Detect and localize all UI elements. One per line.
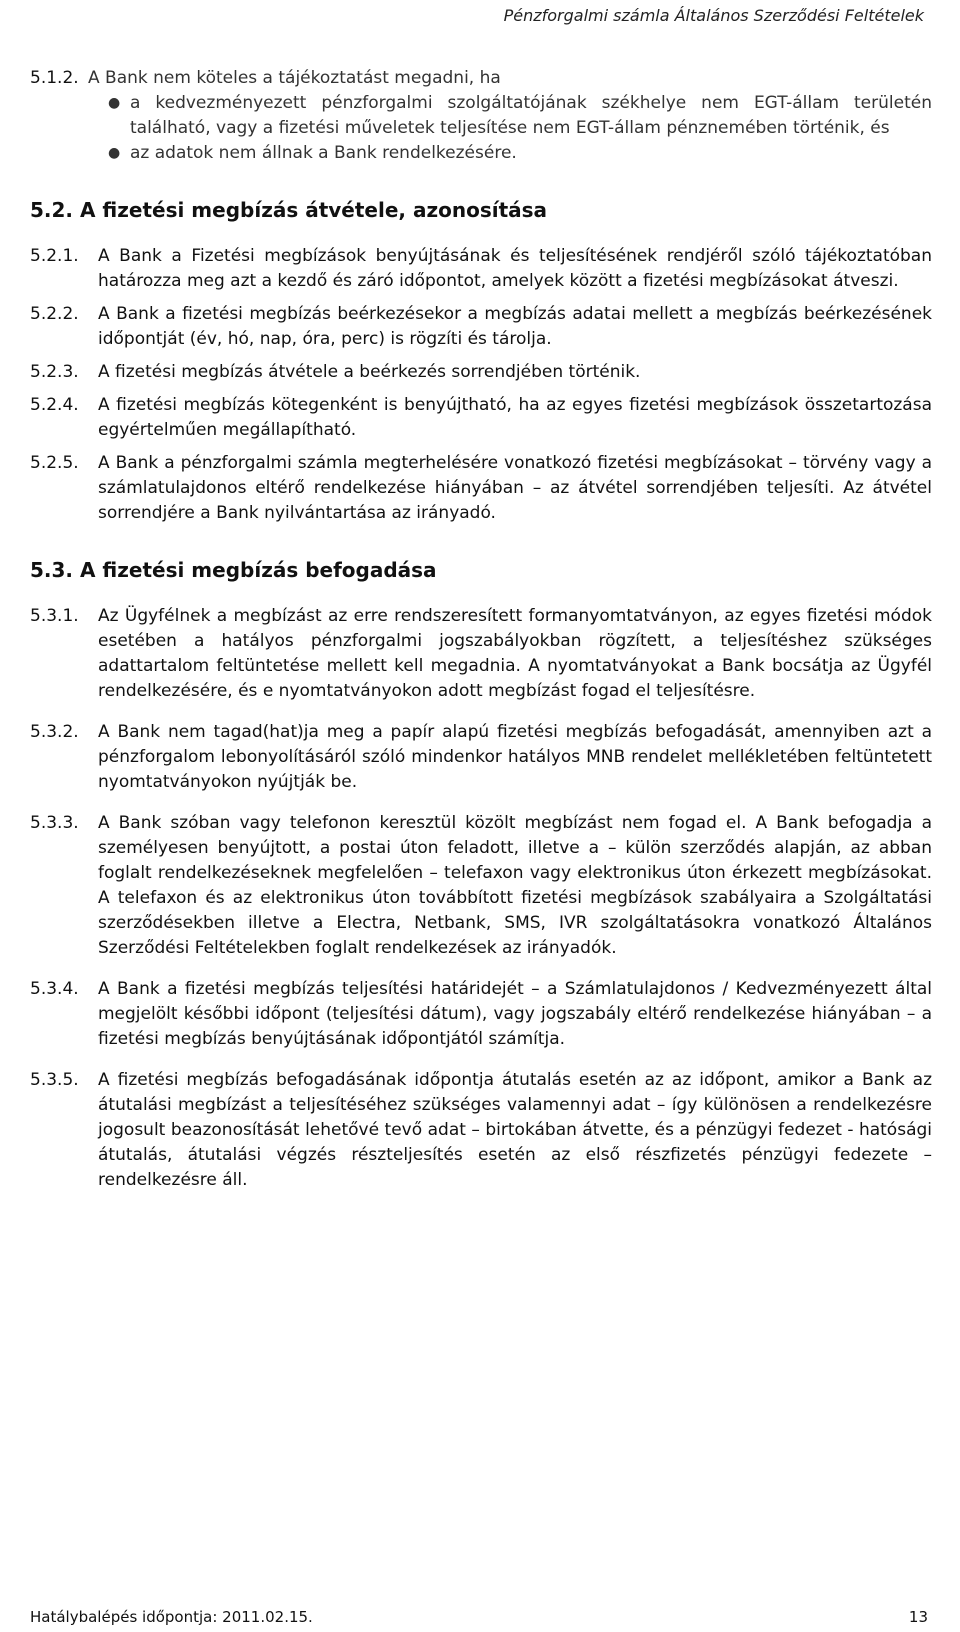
paragraph (30, 302, 932, 352)
paragraph-5-1-2 (30, 66, 932, 166)
paragraph-number: 5.3.1. (30, 606, 79, 626)
paragraph-text: A fizetési megbízás befogadásának időpontja átutalás esetén az az időpont, amikor a Bank az átutalási megbízást a teljesítéséhez szükséges valamennyi adat – így különösen a rendelkezésre jogosult beazonosítását lehetővé tevő adat – birtokában átvette, és a pénzügyi fedezet - hatósági átutalás, átutalási végzés részteljesítés esetén az első részfizetés pénzügyi fedezete – rendelkezésre áll. (98, 1070, 932, 1190)
document-footer (30, 1608, 928, 1626)
paragraph-text: A Bank a fizetési megbízás beérkezésekor a megbízás adatai mellett a megbízás beérkezésének időpontját (év, hó, nap, óra, perc) is rögzíti és tárolja. (98, 304, 932, 349)
paragraph-text: A Bank a Fizetési megbízások benyújtásának és teljesítésének rendjéről szóló tájékoztatóban határozza meg azt a kezdő és záró időpontot, amelyek között a fizetési megbízásokat átveszi. (98, 246, 932, 291)
paragraph-number: 5.2.5. (30, 453, 79, 473)
paragraph-number: 5.2.4. (30, 395, 79, 415)
paragraph (30, 604, 932, 704)
section-heading-5-3: 5.3. A fizetési megbízás befogadása (30, 558, 437, 582)
page-number: 13 (908, 1608, 928, 1626)
paragraph-text: A Bank a fizetési megbízás teljesítési határidejét – a Számlatulajdonos / Kedvezményezett által megjelölt későbbi időpont (teljesítési dátum), vagy jogszabály eltérő rendelkezése hiányában – a fizetési megbízás benyújtásának időpontjától számítja. (98, 979, 932, 1049)
document-header: Pénzforgalmi számla Általános Szerződési Feltételek (503, 6, 924, 25)
bullet-icon: ● (108, 95, 121, 111)
effective-date: Hatálybalépés időpontja: 2011.02.15. (30, 1608, 313, 1626)
paragraph-text: A Bank a pénzforgalmi számla megterhelésére vonatkozó fizetési megbízásokat – törvény vagy a számlatulajdonos eltérő rendelkezése hiányában – az átvétel sorrendjében teljesíti. Az átvétel sorrendjére a Bank nyilvántartása az irányadó. (98, 453, 932, 523)
paragraph (30, 360, 932, 385)
paragraph (30, 393, 932, 443)
paragraph-number: 5.1.2. (30, 68, 79, 88)
paragraph-text: A Bank nem tagad(hat)ja meg a papír alapú fizetési megbízás befogadását, amennyiben azt a pénzforgalom lebonyolításáról szóló mindenkor hatályos MNB rendelet mellékletében feltüntetett nyomtatványokon nyújtják be. (98, 722, 932, 792)
document-body (30, 66, 932, 1209)
paragraph-number: 5.3.4. (30, 979, 79, 999)
paragraph-number: 5.2.2. (30, 304, 79, 324)
paragraph-text: A Bank szóban vagy telefonon keresztül közölt megbízást nem fogad el. A Bank befogadja a személyesen benyújtott, a postai úton feladott, illetve a – külön szerződés alapján, az abban foglalt rendelkezéseknek megfelelően – telefaxon vagy elektronikus úton érkezett megbízásokat. A telefaxon és az elektronikus úton továbbított fizetési megbízások szabályaira a Szolgáltatási szerződésekben illetve a Electra, Netbank, SMS, IVR szolgáltatásokra vonatkozó Általános Szerződési Feltételekben foglalt rendelkezések az irányadók. (98, 813, 932, 958)
paragraph-number: 5.3.3. (30, 813, 79, 833)
paragraph-text: A fizetési megbízás kötegenként is benyújtható, ha az egyes fizetési megbízások összetartozása egyértelműen megállapítható. (98, 395, 932, 440)
paragraph (30, 451, 932, 526)
paragraph-number: 5.3.2. (30, 722, 79, 742)
paragraph-text: Az Ügyfélnek a megbízást az erre rendszeresített formanyomtatványon, az egyes fizetési módok esetében a hatályos pénzforgalmi jogszabályokban rögzített, a teljesítéshez szükséges adattartalom feltüntetése mellett kell megadnia. A nyomtatványokat a Bank bocsátja az Ügyfél rendelkezésére, és e nyomtatványokon adott megbízást fogad el teljesítésre. (98, 606, 932, 701)
paragraph-text: A Bank nem köteles a tájékoztatást megadni, ha (88, 68, 501, 88)
list-item: ● a kedvezményezett pénzforgalmi szolgáltatójának székhelye nem EGT-állam területén található, vagy a fizetési műveletek teljesítése nem EGT-állam pénznemében történik, és (88, 91, 932, 141)
section-heading-5-2: 5.2. A fizetési megbízás átvétele, azonosítása (30, 198, 548, 222)
bullet-list (88, 91, 932, 166)
paragraph-number: 5.2.3. (30, 362, 79, 382)
list-item: ● az adatok nem állnak a Bank rendelkezésére. (88, 141, 932, 166)
paragraph-text: A fizetési megbízás átvétele a beérkezés sorrendjében történik. (98, 362, 641, 382)
paragraph-number: 5.2.1. (30, 246, 79, 266)
paragraph (30, 720, 932, 795)
bullet-icon: ● (108, 145, 121, 161)
paragraph (30, 1068, 932, 1193)
paragraph (30, 977, 932, 1052)
paragraph (30, 811, 932, 961)
paragraph (30, 244, 932, 294)
paragraph-number: 5.3.5. (30, 1070, 79, 1090)
